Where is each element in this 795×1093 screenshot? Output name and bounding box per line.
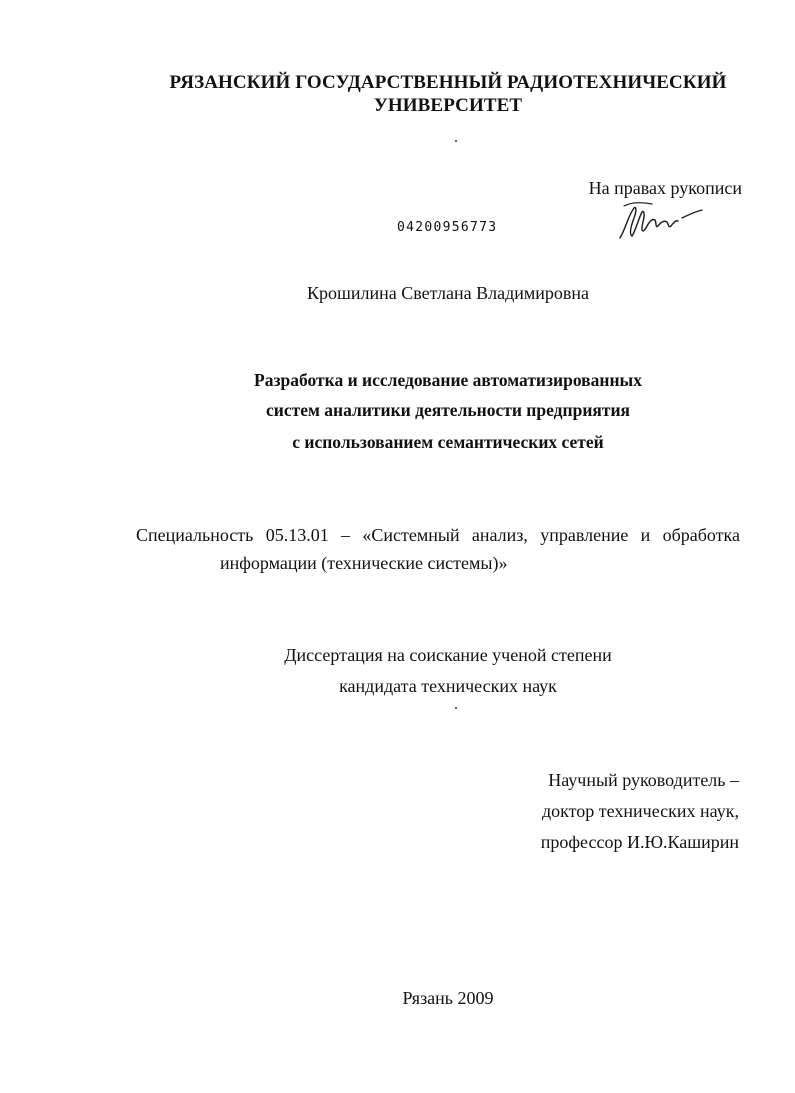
- degree-line2: кандидата технических наук: [339, 676, 557, 696]
- supervisor-name: профессор И.Ю.Каширин: [540, 832, 739, 852]
- author-name: Крошилина Светлана Владимировна: [306, 283, 590, 303]
- manuscript-rights-note: На правах рукописи: [588, 178, 742, 198]
- place-and-year: Рязань 2009: [402, 988, 494, 1008]
- catalog-number: 04200956773: [397, 220, 498, 235]
- thesis-title-line1: Разработка и исследование автоматизированных: [254, 370, 642, 390]
- specialty-line1: Специальность 05.13.01 – «Системный анализ, управление и обработка: [136, 525, 740, 545]
- degree-line1: Диссертация на соискание ученой степени: [284, 645, 612, 665]
- thesis-title-line3: с использованием семантических сетей: [292, 432, 604, 452]
- supervisor-label: Научный руководитель –: [548, 770, 739, 790]
- handwritten-signature: [612, 198, 712, 246]
- scan-speck: [455, 707, 457, 709]
- university-name-line1: РЯЗАНСКИЙ ГОСУДАРСТВЕННЫЙ РАДИОТЕХНИЧЕСКИЙ: [169, 72, 727, 93]
- specialty-line2: информации (технические системы)»: [220, 553, 508, 573]
- supervisor-degree: доктор технических наук,: [542, 801, 739, 821]
- scan-speck: [455, 140, 457, 142]
- thesis-title-line2: систем аналитики деятельности предприятия: [265, 400, 631, 420]
- university-name-line2: УНИВЕРСИТЕТ: [373, 95, 523, 116]
